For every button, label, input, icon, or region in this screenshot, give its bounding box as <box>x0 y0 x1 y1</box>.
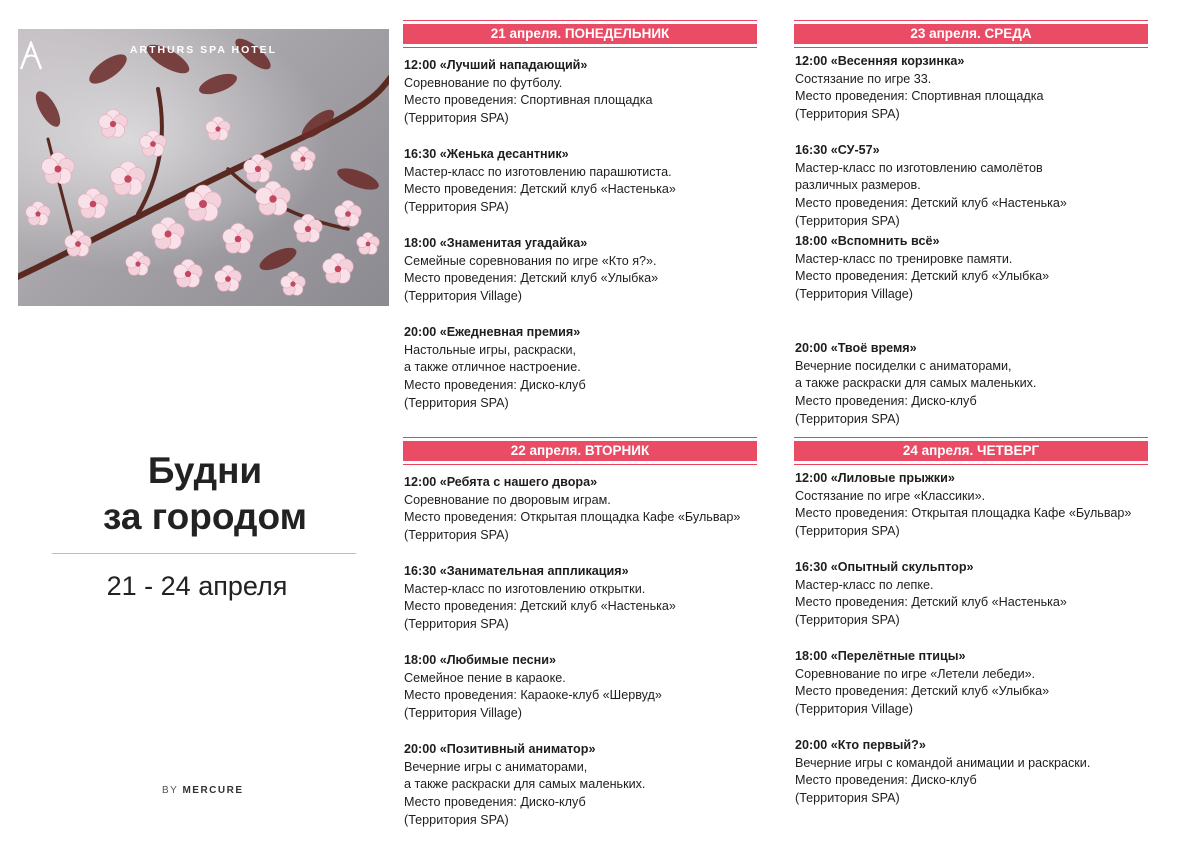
header-rule-bottom <box>794 47 1148 48</box>
event-title: 12:00 «Лиловые прыжки» <box>795 471 955 485</box>
day-header-label: 23 апреля. СРЕДА <box>794 24 1148 44</box>
event-detail-line: Соревнование по дворовым играм. <box>404 492 611 507</box>
cherry-blossom-photo <box>18 29 389 306</box>
event-item <box>795 340 1150 429</box>
event-detail-line: Место проведения: Диско-клуб <box>404 378 586 393</box>
event-detail-line: Соревнование по игре «Летели лебеди». <box>795 666 1036 681</box>
blossom-flower <box>26 201 51 225</box>
event-detail-line: Место проведения: Детский клуб «Улыбка» <box>404 271 659 286</box>
event-detail-line: (Территория Village) <box>795 287 913 302</box>
event-detail-line: Место проведения: Детский клуб «Настенька» <box>795 595 1067 610</box>
event-detail-line: (Территория SPA) <box>795 411 900 426</box>
event-title: 12:00 «Весенняя корзинка» <box>795 54 965 68</box>
event-detail-line: Место проведения: Детский клуб «Улыбка» <box>795 269 1050 284</box>
event-detail-line: Место проведения: Диско-клуб <box>795 773 977 788</box>
day-header-label: 21 апреля. ПОНЕДЕЛЬНИК <box>403 24 757 44</box>
event-title: 18:00 «Любимые песни» <box>404 653 557 667</box>
event-detail-line: Место проведения: Диско-клуб <box>795 394 977 409</box>
event-detail-line: Мастер-класс по тренировке памяти. <box>795 251 1013 266</box>
hotel-name: ARTHURS SPA HOTEL <box>129 44 278 56</box>
blossom-illustration <box>18 29 389 306</box>
day-header <box>794 437 1148 466</box>
header-rule-top <box>794 20 1148 21</box>
blossom-flower <box>126 251 151 275</box>
event-title: 12:00 «Ребята с нашего двора» <box>404 475 598 489</box>
event-detail-line: (Территория SPA) <box>795 524 900 539</box>
event-title: 16:30 «СУ-57» <box>795 143 880 157</box>
blossom-flower <box>206 116 231 140</box>
blossom-flower <box>281 271 306 295</box>
event-detail-line: (Территория SPA) <box>795 213 900 228</box>
event-detail-line: (Территория Village) <box>404 706 522 721</box>
event-title: 18:00 «Перелётные птицы» <box>795 649 966 663</box>
event-detail-line: Семейное пение в караоке. <box>404 670 566 685</box>
blossom-flower <box>294 214 323 242</box>
event-item <box>795 142 1150 231</box>
event-item <box>795 559 1150 630</box>
event-detail-line: (Территория SPA) <box>795 613 900 628</box>
event-title: 16:30 «Занимательная аппликация» <box>404 564 629 578</box>
event-item <box>404 652 759 723</box>
header-rule-bottom <box>403 47 757 48</box>
event-detail-line: Состязание по игре «Классики». <box>795 488 986 503</box>
event-title: 20:00 «Ежедневная премия» <box>404 325 581 339</box>
day-block <box>403 20 757 420</box>
event-detail-line: Место проведения: Детский клуб «Настенька» <box>404 182 676 197</box>
event-detail-line: Семейные соревнования по игре «Кто я?». <box>404 253 657 268</box>
event-detail-line: а также отличное настроение. <box>404 360 581 375</box>
blossom-flower <box>291 146 316 170</box>
header-rule-bottom <box>794 464 1148 465</box>
event-title: 16:30 «Женька десантник» <box>404 147 569 161</box>
blossom-flower <box>111 161 146 195</box>
header-rule-top <box>403 20 757 21</box>
title-line-2: за городом <box>103 496 307 537</box>
event-title: 18:00 «Вспомнить всё» <box>795 234 940 248</box>
event-detail-line: Место проведения: Детский клуб «Настенька» <box>795 196 1067 211</box>
event-item <box>795 233 1150 304</box>
event-detail-line: (Территория SPA) <box>404 812 509 827</box>
day-header <box>403 20 757 49</box>
blossom-flower <box>174 259 203 287</box>
event-title: 18:00 «Знаменитая угадайка» <box>404 236 588 250</box>
day-block <box>794 20 1148 426</box>
event-detail-line: а также раскраски для самых маленьких. <box>404 777 646 792</box>
event-detail-line: Мастер-класс по изготовлению парашютиста. <box>404 164 672 179</box>
event-detail-line: Место проведения: Открытая площадка Кафе «Бульвар» <box>795 506 1132 521</box>
blossom-flower <box>152 217 185 249</box>
event-detail-line: Состязание по игре 33. <box>795 71 932 86</box>
logo-mark-icon <box>18 41 44 71</box>
blossom-flower <box>99 109 128 137</box>
event-detail-line: (Территория SPA) <box>404 528 509 543</box>
event-title: 12:00 «Лучший нападающий» <box>404 58 588 72</box>
blossom-flower <box>215 265 242 291</box>
event-detail-line: Мастер-класс по изготовлению самолётов <box>795 160 1043 175</box>
event-title: 20:00 «Кто первый?» <box>795 738 926 752</box>
mercure-brand: MERCURE <box>182 785 244 796</box>
date-range: 21 - 24 апреля <box>106 571 288 601</box>
day-header-label: 22 апреля. ВТОРНИК <box>403 441 757 461</box>
header-rule-top <box>403 437 757 438</box>
event-detail-line: Настольные игры, раскраски, <box>404 342 577 357</box>
event-detail-line: а также раскраски для самых маленьких. <box>795 376 1037 391</box>
event-detail-line: Место проведения: Караоке-клуб «Шервуд» <box>404 688 662 703</box>
header-rule-bottom <box>403 464 757 465</box>
blossom-flower <box>323 253 354 283</box>
event-detail-line: Вечерние посиделки с аниматорами, <box>795 358 1012 373</box>
event-detail-line: Вечерние игры с аниматорами, <box>404 759 588 774</box>
event-detail-line: Мастер-класс по лепке. <box>795 577 934 592</box>
blossom-flower <box>256 181 291 215</box>
event-detail-line: (Территория Village) <box>795 702 913 717</box>
event-detail-line: Место проведения: Спортивная площадка <box>404 93 653 108</box>
event-item <box>404 235 759 306</box>
event-item <box>795 737 1150 808</box>
by-mercure-label <box>162 785 244 796</box>
event-detail-line: Соревнование по футболу. <box>404 75 563 90</box>
event-item <box>404 146 759 217</box>
by-label: BY <box>162 785 179 796</box>
event-item <box>795 53 1150 124</box>
event-detail-line: (Территория SPA) <box>404 111 509 126</box>
hotel-logo <box>18 41 389 56</box>
day-block <box>403 437 757 837</box>
page-title <box>0 448 410 540</box>
event-detail-line: Место проведения: Диско-клуб <box>404 795 586 810</box>
event-detail-line: (Территория Village) <box>404 289 522 304</box>
day-block <box>794 437 1148 837</box>
event-detail-line: Вечерние игры с командой анимации и раскраски. <box>795 755 1091 770</box>
blossom-flower <box>335 200 362 226</box>
day-header <box>403 437 757 466</box>
event-detail-line: (Территория SPA) <box>404 200 509 215</box>
event-detail-line: Место проведения: Открытая площадка Кафе «Бульвар» <box>404 510 741 525</box>
event-detail-line: (Территория SPA) <box>404 617 509 632</box>
blossom-flower <box>42 152 75 184</box>
title-divider <box>52 553 356 554</box>
event-detail-line: (Территория SPA) <box>795 791 900 806</box>
header-rule-top <box>794 437 1148 438</box>
blossom-flower <box>65 230 92 256</box>
blossom-flower <box>78 188 109 218</box>
event-item <box>404 741 759 830</box>
event-item <box>404 324 759 413</box>
title-line-1: Будни <box>147 450 263 491</box>
day-header-label: 24 апреля. ЧЕТВЕРГ <box>794 441 1148 461</box>
event-title: 20:00 «Позитивный аниматор» <box>404 742 596 756</box>
event-detail-line: Мастер-класс по изготовлению открытки. <box>404 581 646 596</box>
event-detail-line: Место проведения: Детский клуб «Улыбка» <box>795 684 1050 699</box>
event-item <box>795 470 1150 541</box>
blossom-flower <box>357 232 380 254</box>
event-item <box>404 563 759 634</box>
event-detail-line: (Территория SPA) <box>404 395 509 410</box>
event-title: 16:30 «Опытный скульптор» <box>795 560 974 574</box>
day-header <box>794 20 1148 49</box>
event-item <box>404 57 759 128</box>
event-item <box>404 474 759 545</box>
event-detail-line: Место проведения: Детский клуб «Настенька» <box>404 599 676 614</box>
event-title: 20:00 «Твоё время» <box>795 341 917 355</box>
event-detail-line: Место проведения: Спортивная площадка <box>795 89 1044 104</box>
blossom-flower <box>223 223 254 253</box>
event-detail-line: различных размеров. <box>795 178 921 193</box>
event-detail-line: (Территория SPA) <box>795 107 900 122</box>
event-item <box>795 648 1150 719</box>
blossom-flower <box>244 154 273 182</box>
